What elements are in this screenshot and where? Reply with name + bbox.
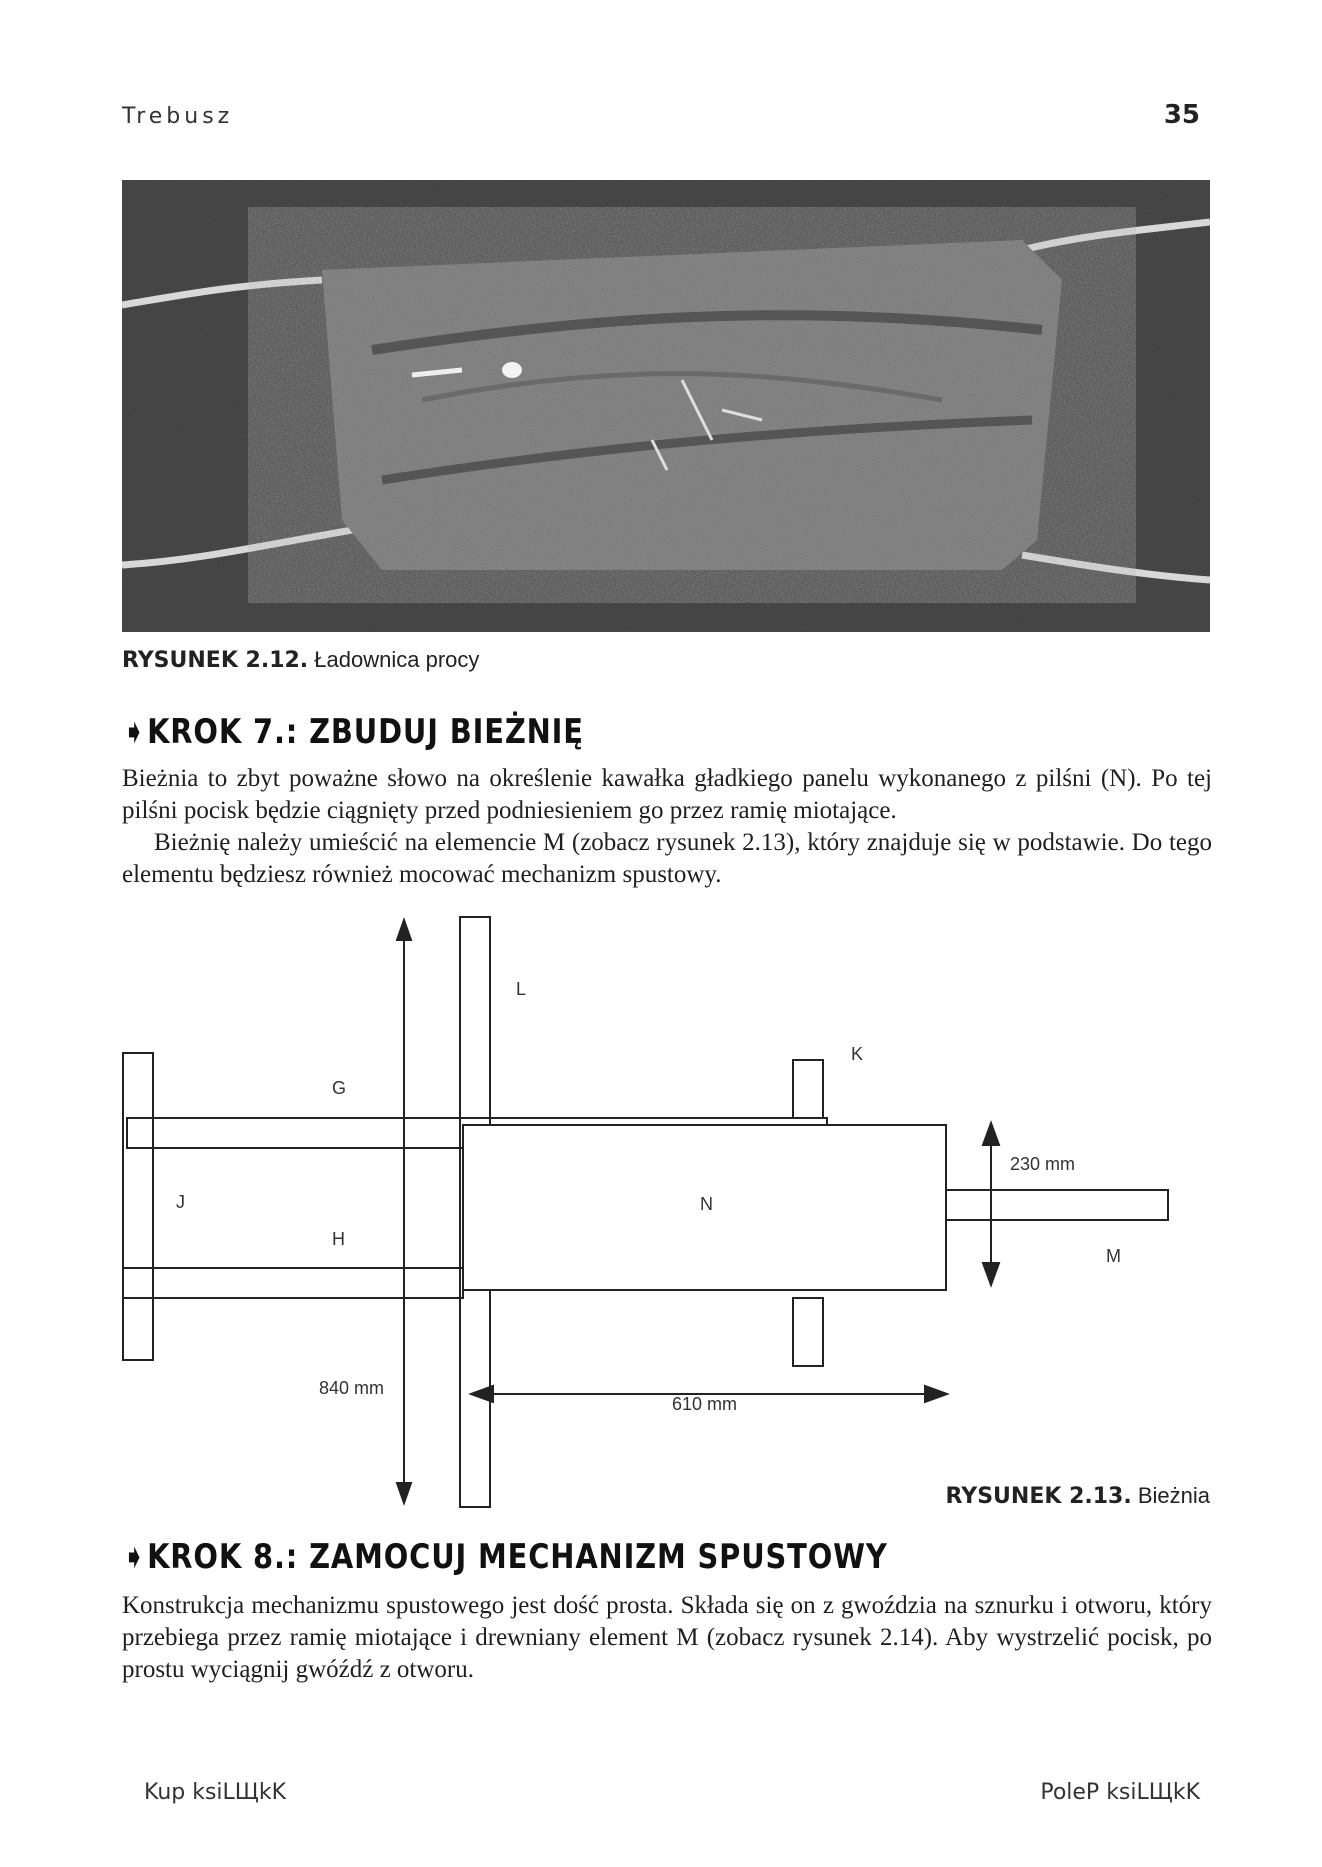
step-8-paragraph-1: Konstrukcja mechanizmu spustowego jest dość prosta. Składa się on z gwoździa na sznurku i otworu, który przebiega przez ramię miotające i drewniany element M (zobacz rysunek 2.14). Aby wystrzelić pocisk, po prostu wyciągnij gwóźdź z otworu. [122,1592,1212,1683]
dimension-230: 230 mm [1010,1154,1076,1174]
label-J: J [176,1192,185,1212]
figure-2-13-caption-text: Bieżnia [1131,1483,1210,1508]
sling-pouch-photo [122,180,1210,632]
step-7-paragraph-2: Bieżnię należy umieścić na elemencie M (zobacz rysunek 2.13), który znajduje się w podstawie. Do tego elementu będziesz również mocować mechanizm spustowy. [122,829,1212,888]
figure-2-12-caption [122,647,479,673]
label-G: G [332,1078,347,1098]
board-J [123,1053,153,1360]
page-number: 35 [1163,100,1200,130]
step-8-heading: ➧KROK 8.: ZAMOCUJ MECHANIZM SPUSTOWY [122,1537,888,1577]
step-7-paragraph-1: Bieżnia to zbyt poważne słowo na określenie kawałka gładkiego panelu wykonanego z pilśni (N). Po tej pilśni pocisk będzie ciągnięty przed podniesieniem go przez ramię miotające. [122,765,1212,824]
label-N: N [700,1194,713,1214]
label-M: M [1106,1246,1121,1266]
rail-H [123,1268,463,1298]
footer-buy-link[interactable]: Kup ksiLЩkK [144,1780,287,1805]
board-K-bottom [793,1298,823,1366]
figure-2-13-caption-label: RYSUNEK 2.13. [945,1484,1132,1509]
step-7-text [122,763,1212,891]
running-title: Trebusz [122,104,234,129]
footer-recommend-link[interactable]: PoleP ksiLЩkK [1040,1780,1200,1805]
figure-2-13-caption [946,1483,1210,1509]
figure-2-12-caption-label: RYSUNEK 2.12. [122,648,309,673]
figure-2-12-caption-text: Ładownica procy [308,647,480,672]
label-H: H [332,1229,345,1249]
dimension-610: 610 mm [672,1394,738,1414]
element-M [946,1190,1168,1220]
step-7-heading: ➧KROK 7.: ZBUDUJ BIEŻNIĘ [122,712,584,752]
board-K-top [793,1060,823,1118]
runway-diagram [0,900,1322,1520]
dimension-840: 840 mm [319,1378,385,1398]
label-L: L [516,979,527,999]
label-K: K [851,1044,864,1064]
step-8-text [122,1590,1212,1686]
